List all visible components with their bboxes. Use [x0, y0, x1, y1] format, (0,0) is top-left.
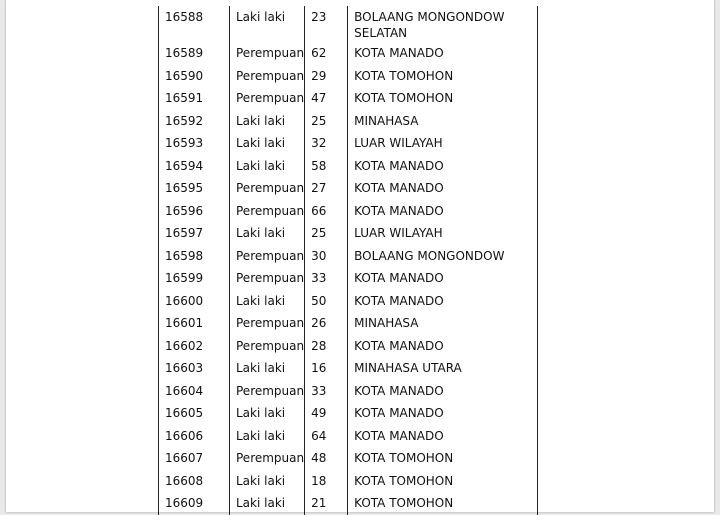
region-cell: KOTA TOMOHON: [348, 492, 538, 515]
gender-cell: Perempuan: [230, 312, 305, 335]
age-cell: 32: [305, 132, 348, 155]
table-row: [159, 65, 538, 88]
gender-cell: Laki laki: [230, 402, 305, 425]
id-cell: 16590: [159, 65, 230, 88]
gender-cell: Laki laki: [230, 470, 305, 493]
id-cell: 16588: [159, 6, 230, 42]
age-cell: 33: [305, 380, 348, 403]
age-cell: 48: [305, 447, 348, 470]
age-cell: 62: [305, 42, 348, 65]
id-cell: 16603: [159, 357, 230, 380]
id-cell: 16596: [159, 200, 230, 223]
table-row: [159, 267, 538, 290]
id-cell: 16597: [159, 222, 230, 245]
gender-cell: Perempuan: [230, 245, 305, 268]
table-row: [159, 492, 538, 515]
region-cell: MINAHASA: [348, 312, 538, 335]
gender-cell: Perempuan: [230, 42, 305, 65]
gender-cell: Perempuan: [230, 267, 305, 290]
region-cell: KOTA TOMOHON: [348, 65, 538, 88]
region-cell: MINAHASA: [348, 110, 538, 133]
region-cell: KOTA MANADO: [348, 425, 538, 448]
id-cell: 16592: [159, 110, 230, 133]
table-row: [159, 222, 538, 245]
table-row: [159, 155, 538, 178]
region-cell: BOLAANG MONGONDOW: [348, 245, 538, 268]
region-cell: KOTA MANADO: [348, 267, 538, 290]
id-cell: 16606: [159, 425, 230, 448]
region-cell: KOTA MANADO: [348, 42, 538, 65]
gender-cell: Laki laki: [230, 110, 305, 133]
region-cell: KOTA MANADO: [348, 335, 538, 358]
table-row: [159, 447, 538, 470]
gender-cell: Laki laki: [230, 6, 305, 42]
table-row: [159, 6, 538, 42]
table-row: [159, 132, 538, 155]
region-cell: MINAHASA UTARA: [348, 357, 538, 380]
age-cell: 23: [305, 6, 348, 42]
gender-cell: Perempuan: [230, 200, 305, 223]
id-cell: 16607: [159, 447, 230, 470]
gender-cell: Perempuan: [230, 380, 305, 403]
age-cell: 33: [305, 267, 348, 290]
region-cell: KOTA MANADO: [348, 200, 538, 223]
region-cell: KOTA MANADO: [348, 290, 538, 313]
id-cell: 16608: [159, 470, 230, 493]
age-cell: 21: [305, 492, 348, 515]
table-row: [159, 87, 538, 110]
region-cell: KOTA TOMOHON: [348, 470, 538, 493]
gender-cell: Laki laki: [230, 425, 305, 448]
id-cell: 16591: [159, 87, 230, 110]
table-row: [159, 335, 538, 358]
id-cell: 16609: [159, 492, 230, 515]
table-row: [159, 42, 538, 65]
id-cell: 16604: [159, 380, 230, 403]
id-cell: 16600: [159, 290, 230, 313]
age-cell: 28: [305, 335, 348, 358]
region-cell: LUAR WILAYAH: [348, 222, 538, 245]
gender-cell: Laki laki: [230, 357, 305, 380]
region-cell: KOTA TOMOHON: [348, 447, 538, 470]
region-cell: KOTA TOMOHON: [348, 87, 538, 110]
age-cell: 66: [305, 200, 348, 223]
table-row: [159, 245, 538, 268]
region-cell: BOLAANG MONGONDOW SELATAN: [348, 6, 538, 42]
region-cell: KOTA MANADO: [348, 177, 538, 200]
table-row: [159, 312, 538, 335]
region-cell: KOTA MANADO: [348, 155, 538, 178]
id-cell: 16593: [159, 132, 230, 155]
gender-cell: Laki laki: [230, 222, 305, 245]
gender-cell: Laki laki: [230, 155, 305, 178]
data-table: [158, 6, 538, 515]
table-row: [159, 470, 538, 493]
table-row: [159, 357, 538, 380]
table-row: [159, 380, 538, 403]
gender-cell: Laki laki: [230, 492, 305, 515]
id-cell: 16602: [159, 335, 230, 358]
region-cell: KOTA MANADO: [348, 380, 538, 403]
age-cell: 29: [305, 65, 348, 88]
age-cell: 49: [305, 402, 348, 425]
table-row: [159, 177, 538, 200]
gender-cell: Perempuan: [230, 177, 305, 200]
age-cell: 25: [305, 110, 348, 133]
id-cell: 16599: [159, 267, 230, 290]
age-cell: 27: [305, 177, 348, 200]
age-cell: 18: [305, 470, 348, 493]
age-cell: 58: [305, 155, 348, 178]
id-cell: 16601: [159, 312, 230, 335]
age-cell: 26: [305, 312, 348, 335]
table-row: [159, 425, 538, 448]
table-row: [159, 402, 538, 425]
id-cell: 16594: [159, 155, 230, 178]
table-row: [159, 200, 538, 223]
id-cell: 16589: [159, 42, 230, 65]
age-cell: 30: [305, 245, 348, 268]
gender-cell: Laki laki: [230, 132, 305, 155]
table-body: [159, 6, 538, 515]
document-page: [6, 0, 714, 512]
gender-cell: Perempuan: [230, 447, 305, 470]
region-cell: LUAR WILAYAH: [348, 132, 538, 155]
id-cell: 16595: [159, 177, 230, 200]
age-cell: 50: [305, 290, 348, 313]
gender-cell: Perempuan: [230, 335, 305, 358]
region-cell: KOTA MANADO: [348, 402, 538, 425]
gender-cell: Laki laki: [230, 290, 305, 313]
table-row: [159, 110, 538, 133]
table-row: [159, 290, 538, 313]
gender-cell: Perempuan: [230, 65, 305, 88]
age-cell: 16: [305, 357, 348, 380]
age-cell: 64: [305, 425, 348, 448]
age-cell: 25: [305, 222, 348, 245]
id-cell: 16605: [159, 402, 230, 425]
id-cell: 16598: [159, 245, 230, 268]
age-cell: 47: [305, 87, 348, 110]
gender-cell: Perempuan: [230, 87, 305, 110]
